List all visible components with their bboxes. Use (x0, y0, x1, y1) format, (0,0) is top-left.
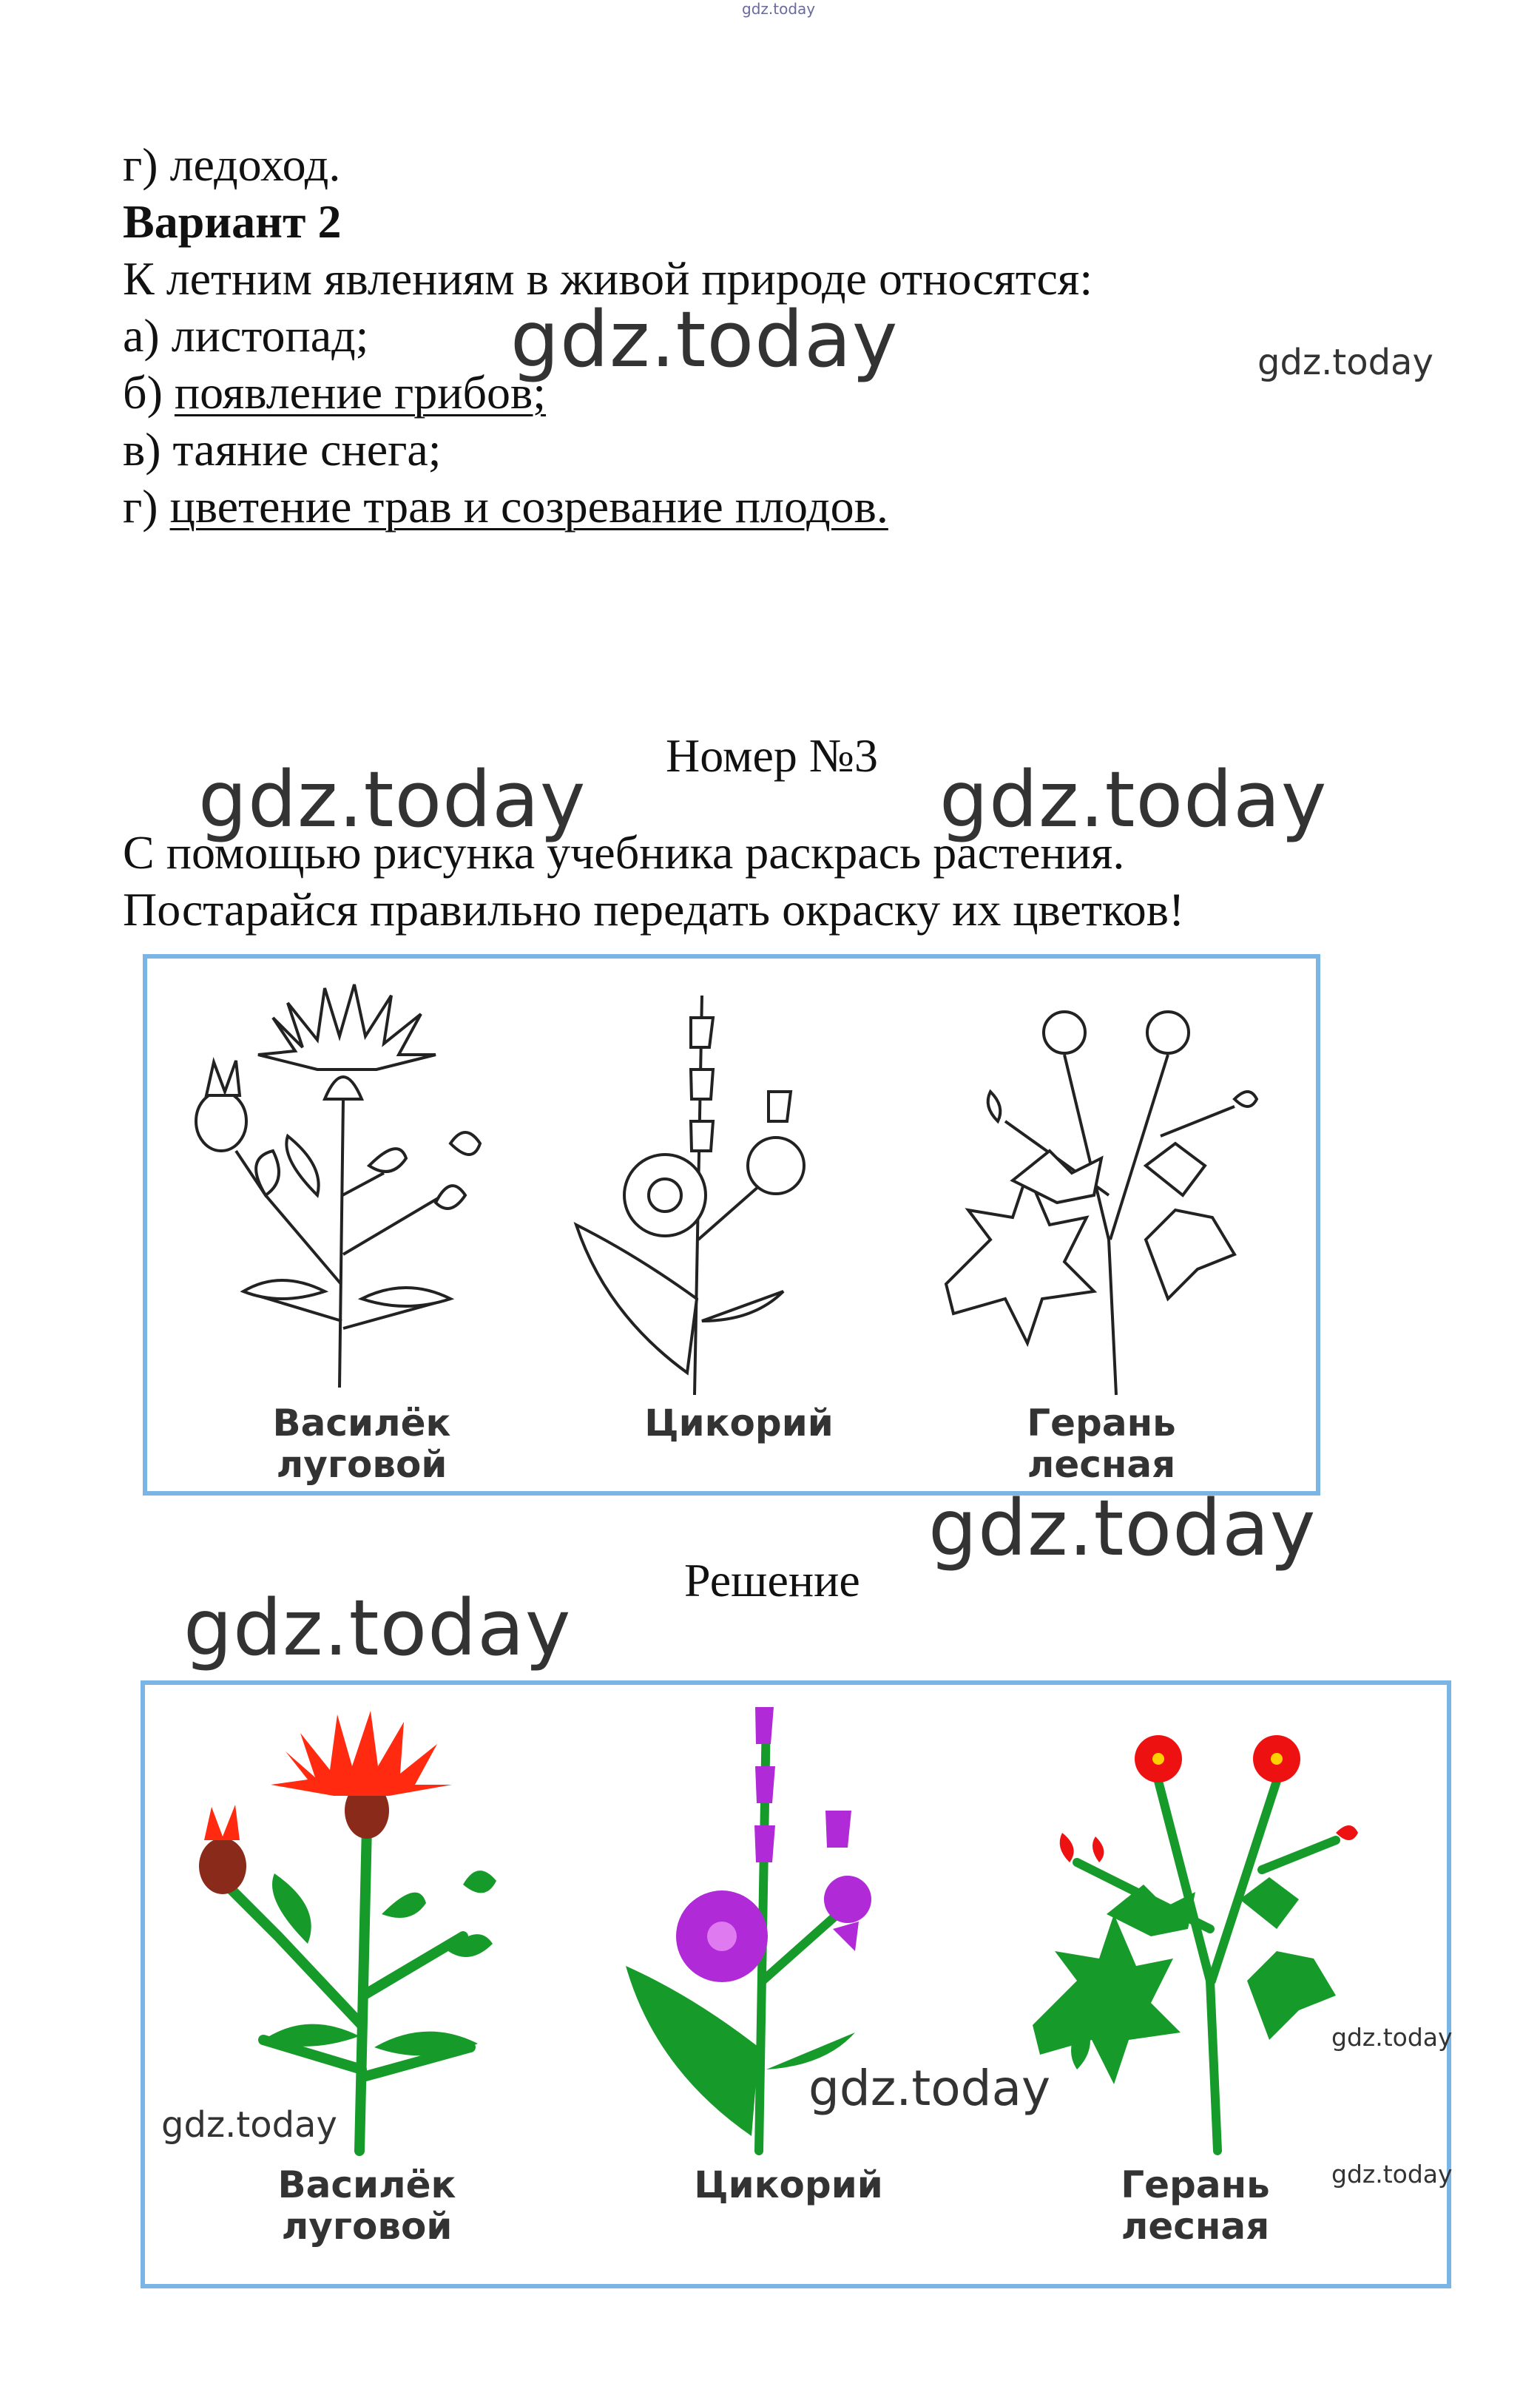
prev-answer-line: г) ледоход. (123, 138, 341, 191)
solution-figure-panel (141, 1680, 1451, 2288)
task-text-line-1: С помощью рисунка учебника раскрась растения. (123, 826, 1125, 879)
option-letter: в) (123, 423, 161, 476)
plant-label-line: Василёк (272, 1402, 451, 1444)
task-text-line-2: Постарайся правильно передать окраску их цветков! (123, 883, 1185, 936)
watermark: gdz.today (939, 754, 1328, 845)
option-text: листопад; (171, 309, 369, 362)
watermark: gdz.today (161, 2104, 337, 2146)
watermark: gdz.today (928, 1483, 1317, 1573)
option-text: таяние снега; (172, 423, 442, 476)
watermark: gdz.today (1331, 2160, 1453, 2189)
task-number: Номер №3 (666, 729, 878, 782)
plant-label-line: Василёк (277, 2163, 456, 2206)
plant-label-line: Цикорий (644, 1402, 834, 1444)
option-d (123, 479, 888, 535)
watermark: gdz.today (808, 2060, 1051, 2117)
geranium-colored-illustration (1018, 1700, 1432, 2158)
watermark: gdz.today (1331, 2023, 1453, 2052)
plant-label-cornflower (258, 1402, 465, 1485)
plant-label-line: Герань (1121, 2163, 1270, 2206)
watermark: gdz.today (1257, 342, 1433, 383)
header-watermark: gdz.today (742, 0, 816, 18)
option-text-correct: цветение трав и созревание плодов. (169, 480, 888, 533)
option-letter: а) (123, 309, 160, 362)
watermark: gdz.today (183, 1583, 572, 1673)
plant-label-geranium (998, 1402, 1205, 1485)
plant-label-line: лесная (1027, 1443, 1176, 1486)
watermark: gdz.today (198, 754, 587, 845)
option-c (123, 422, 442, 478)
cornflower-outline-illustration (155, 973, 539, 1402)
option-text-correct: появление грибов; (174, 366, 547, 419)
plant-label-cornflower (263, 2164, 470, 2247)
watermark: gdz.today (510, 294, 899, 385)
plant-label-line: луговой (281, 2205, 453, 2248)
option-letter: г) (123, 480, 158, 533)
plant-label-line: Цикорий (694, 2163, 883, 2206)
solution-label: Решение (684, 1554, 860, 1606)
cornflower-colored-illustration (152, 1700, 567, 2158)
variant-title: Вариант 2 (123, 195, 342, 248)
plant-label-line: Герань (1027, 1402, 1176, 1444)
plant-label-line: луговой (276, 1443, 448, 1486)
chicory-outline-illustration (547, 973, 902, 1402)
plant-label-geranium (1092, 2164, 1299, 2247)
geranium-outline-illustration (924, 973, 1308, 1402)
plant-label-line: лесная (1121, 2205, 1270, 2248)
option-letter: б) (123, 366, 163, 419)
question-text: К летним явлениям в живой природе относятся: (123, 252, 1093, 305)
textbook-figure-panel (143, 954, 1320, 1496)
plant-label-chicory (678, 2164, 899, 2206)
option-a (123, 308, 368, 364)
plant-label-chicory (628, 1402, 850, 1444)
option-b (123, 365, 546, 421)
